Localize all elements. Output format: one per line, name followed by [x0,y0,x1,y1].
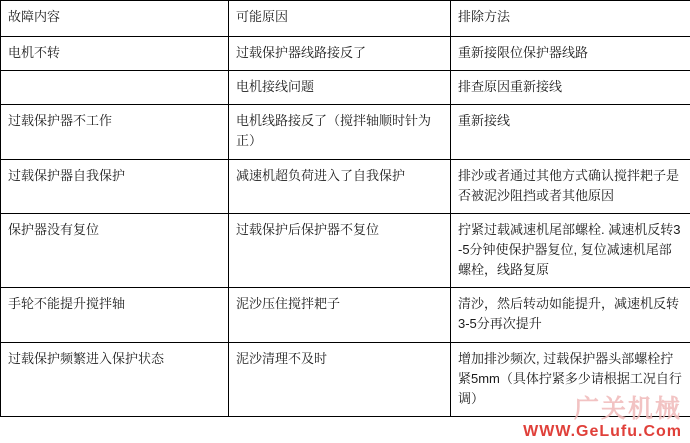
cell-fix: 增加排沙频次, 过载保护器头部螺栓拧紧5mm（具体拧紧多少请根据工况自行调） [451,342,690,416]
cell-cause: 泥沙清理不及时 [229,342,451,416]
table-header-cell-cause [229,1,451,37]
table-row [1,342,690,416]
cell-fault: 过载保护器自我保护 [1,159,229,213]
cell-cause: 电机接线问题 [229,71,451,105]
header-label-fix: 排除方法 [458,9,511,24]
header-label-cause: 可能原因 [236,9,289,24]
table-row [1,105,690,159]
watermark-brand: 广关机械 [573,396,682,424]
cell-fault: 过载保护频繁进入保护状态 [1,342,229,416]
cell-fix: 清沙，然后转动如能提升，减速机反转3-5分再次提升 [451,288,690,342]
cell-fault [1,71,229,105]
cell-fix: 重新接线 [451,105,690,159]
cell-fault: 电机不转 [1,37,229,71]
cell-fix: 排查原因重新接线 [451,71,690,105]
cell-fix: 拧紧过载减速机尾部螺栓. 减速机反转3-5分钟使保护器复位, 复位减速机尾部螺栓，线路复原 [451,213,690,287]
cell-cause: 电机线路接反了（搅拌轴顺时针为正） [229,105,451,159]
table-header-cell-fix [451,1,690,37]
cell-cause: 减速机超负荷进入了自我保护 [229,159,451,213]
cell-fix: 重新接限位保护器线路 [451,37,690,71]
cell-fix: 排沙或者通过其他方式确认搅拌耙子是否被泥沙阻挡或者其他原因 [451,159,690,213]
cell-fault: 手轮不能提升搅拌轴 [1,288,229,342]
cell-cause: 过载保护器线路接反了 [229,37,451,71]
table-header-cell-fault [1,1,229,37]
cell-fault: 过载保护器不工作 [1,105,229,159]
table-row [1,37,690,71]
watermark-url: WWW.GeLufu.Com [523,423,682,441]
table-row [1,71,690,105]
cell-cause: 过载保护后保护器不复位 [229,213,451,287]
table-row [1,159,690,213]
header-label-fault: 故障内容 [8,9,61,24]
cell-fault: 保护器没有复位 [1,213,229,287]
table-row [1,213,690,287]
cell-cause: 泥沙压住搅拌耙子 [229,288,451,342]
table-row [1,288,690,342]
table-header-row [1,1,690,37]
